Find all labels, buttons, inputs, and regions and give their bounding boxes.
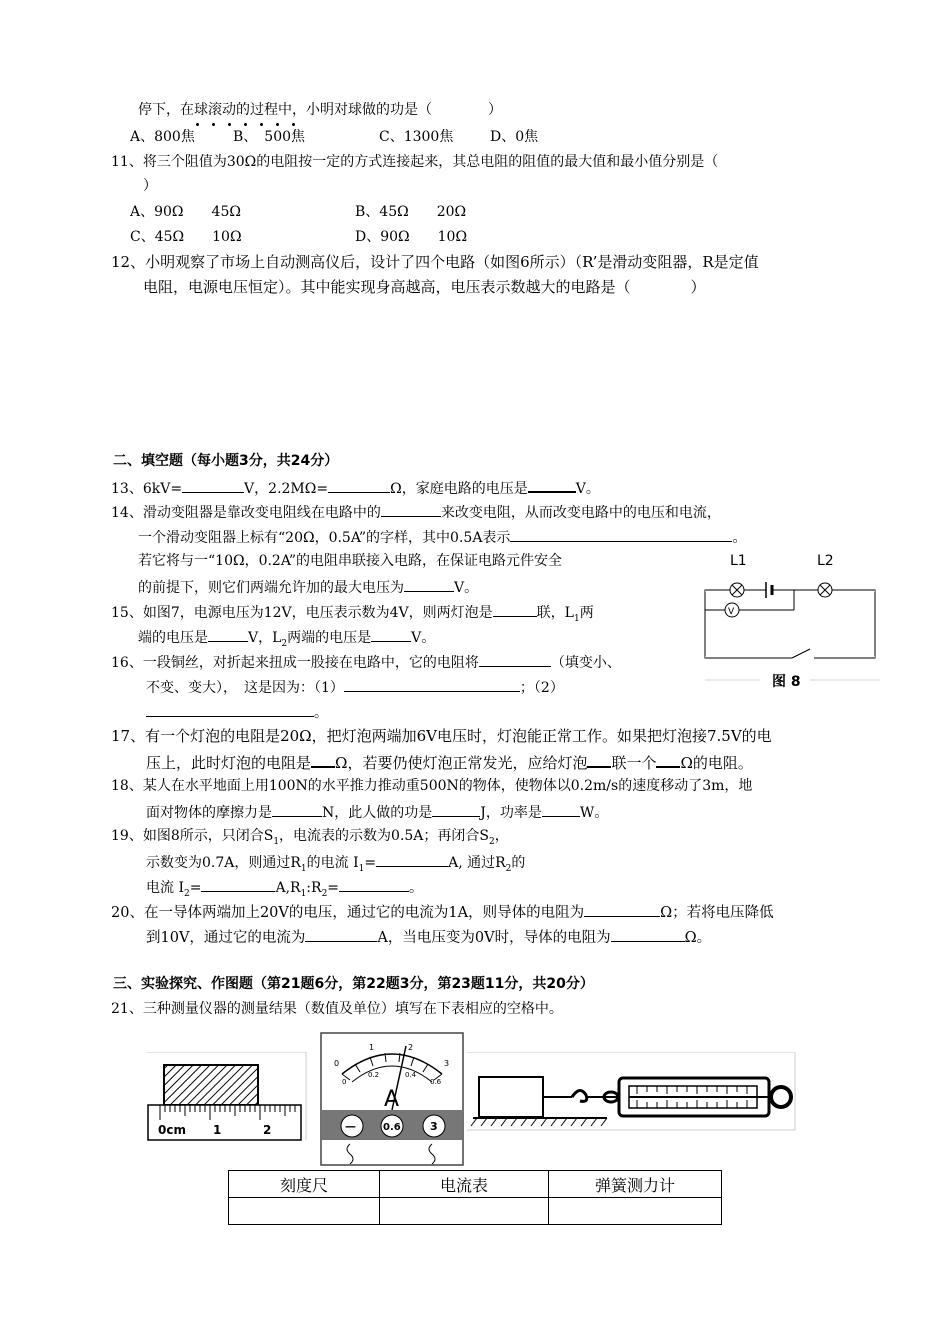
ruler-tick-0: 0cm [158, 1123, 186, 1137]
results-table [228, 1170, 722, 1225]
measured-block [164, 1065, 258, 1105]
q16-line1: 16、一段铜丝，对折起来扭成一股接在电路中，它的电阻将 （填变小、 [111, 652, 621, 672]
answer-ruler[interactable] [229, 1198, 380, 1225]
svg-text:0.6: 0.6 [383, 1122, 401, 1133]
q12-line2: 电阻，电源电压恒定）。其中能实现身高越高，电压表示数越大的电路是（ ） [143, 278, 706, 296]
svg-text:0.6: 0.6 [430, 1078, 442, 1086]
q19-line1: 19、如图8所示，只闭合$S_1$，电流表的示数为0.5A；再闭合$S_2$， [111, 828, 509, 847]
answer-spring-scale[interactable] [549, 1198, 722, 1225]
q12-line1: 12、小明观察了市场上自动测高仪后，设计了四个电路（如图6所示）（R’是滑动变阻器，R是定值 [111, 253, 759, 271]
figure-8-caption: 图 8 [772, 674, 801, 690]
q20-line2: 到10V，通过它的电流为 A，当电压变为0V时，导体的电阻为 Ω。 [146, 927, 711, 947]
q19-line3: 电流 $I_2=$ $A,R_1:R_2=$ 。 [146, 877, 423, 903]
ammeter-letter: A [384, 1087, 400, 1112]
label-l1: L1 [730, 553, 747, 569]
svg-text:3: 3 [430, 1120, 438, 1133]
q14-line2: 一个滑动变阻器上标有“20Ω，0.5A”的字样，其中0.5A表示 。 [138, 527, 746, 547]
q11-option-c: C、45Ω 10Ω [130, 229, 242, 245]
answer-ammeter[interactable] [380, 1198, 549, 1225]
ammeter-figure [320, 1032, 465, 1167]
svg-text:0: 0 [342, 1078, 347, 1086]
q14-line4: 的前提下，则它们两端允许加的最大电压为 V。 [138, 577, 478, 597]
header-spring-scale: 弹簧测力计 [549, 1171, 722, 1198]
q11-option-b: B、45Ω 20Ω [355, 204, 467, 220]
label-v: V [728, 607, 735, 617]
ruler-figure [146, 1052, 308, 1142]
label-l2: L2 [817, 553, 834, 569]
q21-text: 21、三种测量仪器的测量结果（数值及单位）填写在下表相应的空格中。 [111, 1001, 563, 1017]
table-header-row [229, 1171, 722, 1198]
q20-line1: 20、在一导体两端加上20V的电压，通过它的电流为1A，则导体的电阻为 Ω；若将电压降低 [111, 902, 774, 922]
q10-option-c: C、1300焦 [379, 129, 454, 145]
hook-icon [572, 1090, 587, 1101]
svg-text:1: 1 [369, 1043, 375, 1052]
q11-option-a: A、90Ω 45Ω [130, 204, 241, 220]
q10-option-b: B、 500焦 [233, 129, 306, 145]
ring-icon [771, 1087, 791, 1107]
svg-text:0: 0 [334, 1059, 340, 1068]
header-ruler: 刻度尺 [229, 1171, 380, 1198]
q14-line1: 14、滑动变阻器是靠改变电阻线在电路中的 来改变电阻，从而改变电路中的电压和电流， [111, 502, 721, 522]
svg-text:0.4: 0.4 [405, 1071, 417, 1079]
q17-line2: 压上，此时灯泡的电阻是 Ω，若要仍使灯泡正常发光，应给灯泡 联一个 Ω的电阻。 [146, 754, 753, 772]
section-3-title: 三、实验探究、作图题（第21题6分，第22题3分，第23题11分，共20分） [113, 976, 594, 992]
figure-8-circuit [700, 545, 885, 690]
svg-text:3: 3 [444, 1059, 450, 1068]
q16-line3: 。 [146, 702, 328, 722]
svg-text:2: 2 [408, 1043, 414, 1052]
svg-text:—: — [345, 1120, 356, 1133]
section-2-title: 二、填空题（每小题3分，共24分） [113, 453, 339, 469]
q11-option-d: D、90Ω 10Ω [355, 229, 468, 245]
table-answer-row [229, 1198, 722, 1225]
q16-line2: 不变、变大）， 这是因为：（1） ；（2） [146, 677, 564, 697]
q15-line1: 15、如图7，电源电压为12V，电压表示数为4V，则两灯泡是 联，$L_1$两 [111, 602, 594, 628]
q10-option-d: D、0焦 [490, 129, 539, 145]
ruler-tick-1: 1 [213, 1123, 222, 1137]
q14-line3: 若它将与一“10Ω，0.2A”的电阻串联接入电路，在保证电路元件安全 [138, 553, 563, 569]
q10-option-a: A、800焦 [130, 129, 195, 145]
q15-line2: 端的电压是 V，$L_2$两端的电压是 V。 [138, 627, 435, 653]
pulled-block [479, 1077, 543, 1117]
q17-line1: 17、有一个灯泡的电阻是20Ω，把灯泡两端加6V电压时，灯泡能正常工作。如果把灯泡接7.5V的电 [111, 727, 772, 745]
spring-scale-figure [467, 1052, 797, 1132]
ruler-tick-2: 2 [263, 1123, 272, 1137]
svg-text:0.2: 0.2 [368, 1071, 380, 1079]
header-ammeter: 电流表 [380, 1171, 549, 1198]
q19-line2: 示数变为0.7A，则通过$R_1$的电流 $I_1= A$, 通过$R_2$的 [146, 852, 525, 878]
q18-line2: 面对物体的摩擦力是 N，此人做的功是 J，功率是 W。 [146, 802, 608, 822]
q18-line1: 18、某人在水平地面上用100N的水平推力推动重500N的物体，使物体以0.2m/s的速度移动了3m，地 [111, 778, 753, 794]
q11-close: ） [143, 178, 157, 194]
q11-text: 11、将三个阻值为30Ω的电阻按一定的方式连接起来，其总电阻的阻值的最大值和最小值分别是（ [111, 154, 719, 170]
q13-text: 13、6kV= V，2.2MΩ= Ω，家庭电路的电压是 V。 [111, 477, 600, 498]
q10-continuation: 停下，在球滚动的过程中，小明对球做的功是（ ） [138, 102, 502, 118]
